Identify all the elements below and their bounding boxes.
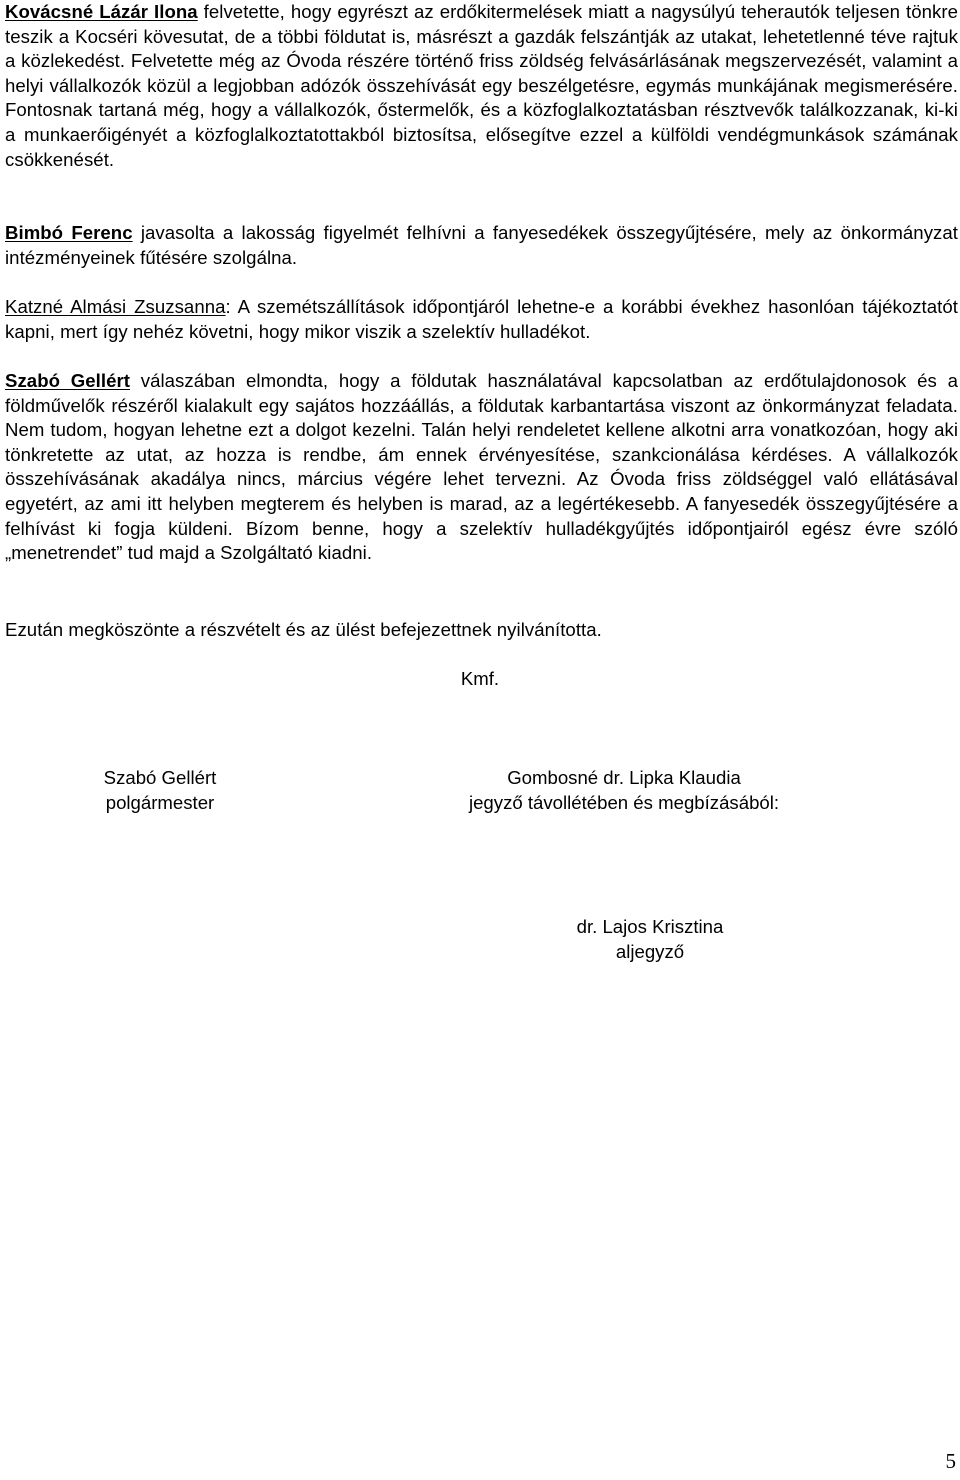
speaker-name: Bimbó Ferenc: [5, 222, 133, 243]
signature-notary: [434, 766, 814, 815]
signature-deputy-notary: [534, 915, 766, 964]
signature-title: polgármester: [105, 791, 215, 813]
paragraph-text: javasolta a lakosság figyelmét felhívni a fanyesedékek összegyűjtésére, mely az önkormányzat intézményeinek fűtésére szolgálna.: [5, 222, 958, 268]
paragraph-text: felvetette, hogy egyrészt az erdőkitermelések miatt a nagysúlyú teherautók teljesen tönkre teszik a Kocséri kövesutat, de a többi földutat is, másrészt a gazdák felszántják az utakat, lehetetlenné téve rajtuk a közlekedést. Felvetette még az Óvoda részére történő friss zöldség felvásárlásának megszervezését, valamint a helyi vállalkozók közül a legjobban adózók összehívását egy beszélgetésre, egymás munkájának megismerésére. Fontosnak tartaná még, hogy a vállalkozók, őstermelők, és a közfoglalkoztatásban résztvevők találkozzanak, ki-ki a munkaerőigényét a közfoglalkoztatottakból biztosítsa, elősegítve ezzel a külföldi vendégmunkások számának csökkenését.: [5, 1, 958, 170]
signature-title: jegyző távollétében és megbízásából:: [468, 791, 780, 813]
speaker-name: Szabó Gellért: [5, 370, 130, 391]
signature-name: dr. Lajos Krisztina: [576, 916, 724, 937]
paragraph-closing: [5, 618, 958, 643]
signature-mayor: [60, 766, 260, 815]
paragraph-text: : A szemétszállítások időpontjáról lehetne-e a korábbi évekhez hasonlóan tájékoztatót kapni, mert így nehéz követni, hogy mikor viszik a szelektív hulladékot.: [5, 296, 958, 342]
speaker-name: Kovácsné Lázár Ilona: [5, 1, 198, 22]
paragraph-szabo: [5, 369, 958, 566]
signature-title: aljegyző: [615, 940, 685, 962]
kmf-label: Kmf.: [460, 668, 500, 689]
speaker-name: Katzné Almási Zsuzsanna: [5, 296, 226, 317]
signature-name: Szabó Gellért: [103, 767, 217, 788]
paragraph-kovacsne: [5, 0, 958, 172]
paragraph-text: Ezután megköszönte a részvételt és az ülést befejezettnek nyilvánította.: [5, 619, 602, 640]
signature-name: Gombosné dr. Lipka Klaudia: [507, 767, 741, 788]
paragraph-bimbo: [5, 221, 958, 270]
paragraph-text: válaszában elmondta, hogy a földutak használatával kapcsolatban az erdőtulajdonosok és a földművelők részéről kialakult egy sajátos hozzáállás, a földutak karbantartása viszont az önkormányzat feladata. Nem tudom, hogyan lehetne ezt a dolgot kezelni. Talán helyi rendeletet kellene alkotni arra vonatkozóan, hogy aki tönkretette az utat, az hozza is rendbe, ám ennek érvényesítése, szankcionálása kérdéses. A vállalkozók összehívásának akadálya nincs, március végére lehet tervezni. Az Óvoda friss zöldséggel való ellátásával egyetért, az ami itt helyben megterem és helyben is marad, az a legértékesebb. A fanyesedék összegyűjtésére a felhívást ki fogja küldeni. Bízom benne, hogy a szelektív hulladékgyűjtés időpontjairól egész évre szóló „menetrendet” tud majd a Szolgáltató kiadni.: [5, 370, 958, 564]
page-number: 5: [945, 1449, 956, 1473]
paragraph-katzne: [5, 295, 958, 344]
